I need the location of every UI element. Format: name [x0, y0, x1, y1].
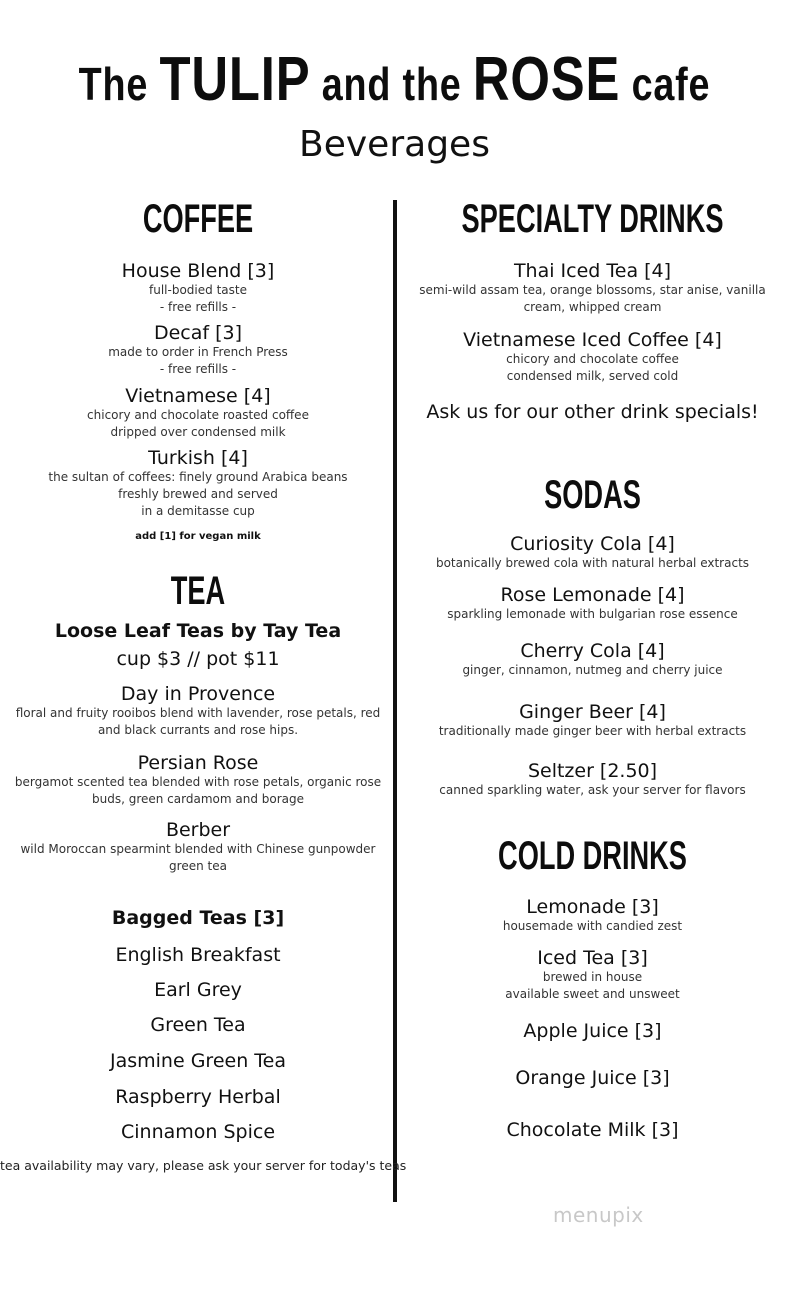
soda-item: [396, 640, 789, 679]
item-desc: housemade with candied zest: [502, 919, 683, 933]
loose-leaf-price-label: cup $3 // pot $11: [116, 648, 280, 670]
item-desc: cream, whipped cream: [523, 300, 662, 314]
bagged-tea-name: Cinnamon Spice: [120, 1121, 276, 1143]
sodas-heading: SODAS: [544, 473, 641, 517]
bagged-tea: [0, 1050, 396, 1072]
right-column: [396, 0, 789, 1300]
item-desc: in a demitasse cup: [141, 504, 255, 518]
bagged-tea-name: English Breakfast: [115, 944, 281, 966]
specials-note: [396, 401, 789, 423]
tea-item: [0, 752, 396, 808]
soda-item: [396, 760, 789, 799]
cold-drink-item: [396, 947, 789, 1003]
item-name: Curiosity Cola [4]: [510, 533, 675, 555]
bagged-tea-name: Jasmine Green Tea: [110, 1050, 286, 1072]
title-word-tulip: TULIP: [159, 45, 311, 114]
item-desc: floral and fruity rooibos blend with lavender, rose petals, red: [15, 706, 381, 720]
bagged-teas-title: [0, 907, 396, 929]
item-name: Turkish [4]: [148, 447, 248, 469]
item-desc: freshly brewed and served: [118, 487, 278, 501]
item-desc: - free refills -: [159, 300, 237, 314]
item-name: Decaf [3]: [153, 322, 243, 344]
item-desc: and black currants and rose hips.: [97, 723, 299, 737]
item-desc: made to order in French Press: [108, 345, 288, 359]
bagged-tea: [0, 1014, 396, 1036]
cold-drink-item: [396, 1119, 789, 1141]
item-name: Iced Tea [3]: [537, 947, 648, 969]
cold-drink-item: [396, 1020, 789, 1042]
item-name: Berber: [165, 819, 231, 841]
title-word-cafe: cafe: [631, 58, 711, 110]
item-name: House Blend [3]: [121, 260, 275, 282]
item-desc: botanically brewed cola with natural herbal extracts: [435, 556, 750, 570]
item-desc: canned sparkling water, ask your server for flavors: [439, 783, 746, 797]
item-name: Orange Juice [3]: [515, 1067, 670, 1089]
soda-item: [396, 533, 789, 572]
cold-drinks-heading: COLD DRINKS: [498, 834, 687, 878]
item-desc: green tea: [169, 859, 227, 873]
specials-note-text: Ask us for our other drink specials!: [426, 401, 759, 423]
item-desc: condensed milk, served cold: [506, 369, 679, 383]
menu-subtitle: Beverages: [299, 124, 490, 165]
vegan-milk-note: add [1] for vegan milk: [135, 531, 261, 542]
item-desc: the sultan of coffees: finely ground Arabica beans: [48, 470, 348, 484]
tea-availability-note: [0, 1158, 407, 1174]
item-name: Ginger Beer [4]: [519, 701, 666, 723]
bagged-tea-name: Raspberry Herbal: [115, 1086, 281, 1108]
item-desc: brewed in house: [542, 970, 643, 984]
specialty-heading: SPECIALTY DRINKS: [461, 197, 724, 241]
coffee-heading: COFFEE: [142, 197, 254, 241]
item-name: Seltzer [2.50]: [527, 760, 658, 782]
bagged-teas-label: Bagged Teas [3]: [111, 907, 285, 929]
title-word-the: The: [78, 58, 149, 110]
item-desc: full-bodied taste: [149, 283, 247, 297]
item-desc: chicory and chocolate coffee: [506, 352, 679, 366]
title-word-rose: ROSE: [472, 45, 621, 114]
title-word-and-the: and the: [321, 58, 462, 110]
item-desc: buds, green cardamom and borage: [91, 792, 304, 806]
item-desc: bergamot scented tea blended with rose petals, organic rose: [14, 775, 382, 789]
loose-leaf-title: [0, 620, 396, 642]
specialty-item: [396, 260, 789, 316]
item-name: Chocolate Milk [3]: [506, 1119, 679, 1141]
item-desc: wild Moroccan spearmint blended with Chinese gunpowder: [20, 842, 376, 856]
item-desc: sparkling lemonade with bulgarian rose essence: [447, 607, 738, 621]
item-name: Apple Juice [3]: [523, 1020, 662, 1042]
item-desc: ginger, cinnamon, nutmeg and cherry juice: [462, 663, 723, 677]
coffee-item: [0, 385, 396, 441]
soda-item: [396, 584, 789, 623]
coffee-item: [0, 260, 396, 316]
item-desc: dripped over condensed milk: [110, 425, 286, 439]
cold-drink-item: [396, 1067, 789, 1089]
tea-heading: TEA: [170, 569, 226, 613]
item-name: Vietnamese [4]: [125, 385, 271, 407]
tea-availability-text: tea availability may vary, please ask your server for today's teas: [0, 1158, 407, 1173]
item-desc: chicory and chocolate roasted coffee: [87, 408, 309, 422]
menupix-watermark: menupix: [553, 1203, 644, 1227]
loose-leaf-price: [0, 648, 396, 670]
item-desc: semi-wild assam tea, orange blossoms, star anise, vanilla: [419, 283, 766, 297]
bagged-tea: [0, 1121, 396, 1143]
item-name: Persian Rose: [137, 752, 259, 774]
bagged-tea-name: Green Tea: [150, 1014, 246, 1036]
soda-item: [396, 701, 789, 740]
coffee-item: [0, 322, 396, 378]
bagged-tea: [0, 979, 396, 1001]
item-name: Rose Lemonade [4]: [500, 584, 685, 606]
item-name: Thai Iced Tea [4]: [513, 260, 672, 282]
item-desc: available sweet and unsweet: [505, 987, 680, 1001]
item-name: Cherry Cola [4]: [520, 640, 665, 662]
tea-item: [0, 683, 396, 739]
item-desc: traditionally made ginger beer with herbal extracts: [438, 724, 747, 738]
bagged-tea-name: Earl Grey: [154, 979, 242, 1001]
loose-leaf-label: Loose Leaf Teas by Tay Tea: [54, 620, 342, 642]
tea-item: [0, 819, 396, 875]
coffee-item: [0, 447, 396, 520]
bagged-tea: [0, 944, 396, 966]
item-name: Day in Provence: [120, 683, 276, 705]
cold-drink-item: [396, 896, 789, 935]
specialty-item: [396, 329, 789, 385]
item-desc: - free refills -: [159, 362, 237, 376]
item-name: Lemonade [3]: [526, 896, 659, 918]
bagged-tea: [0, 1086, 396, 1108]
item-name: Vietnamese Iced Coffee [4]: [463, 329, 722, 351]
